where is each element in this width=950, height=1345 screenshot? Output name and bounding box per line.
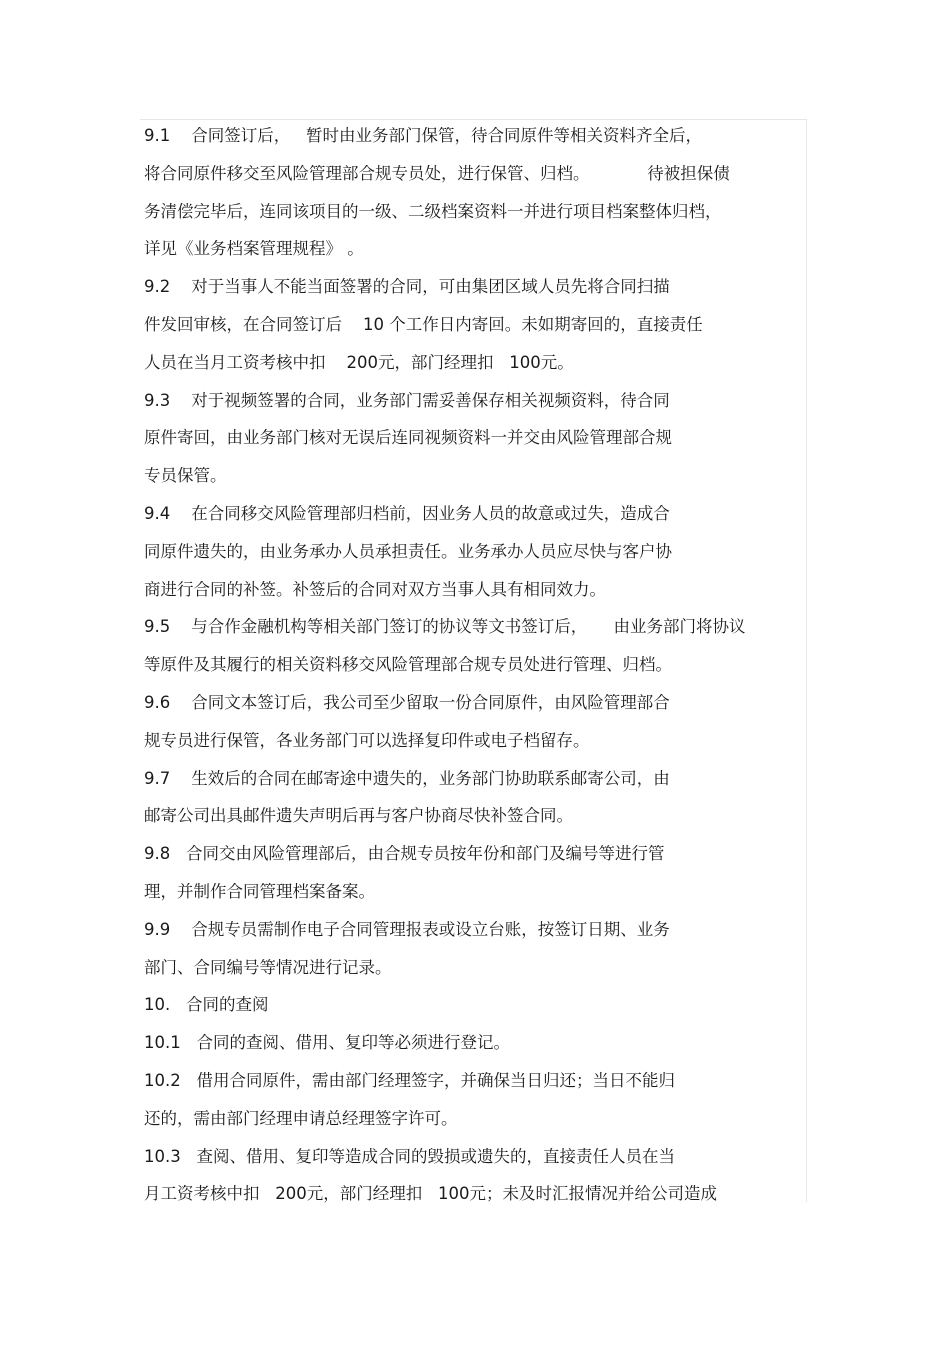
text-line: 邮寄公司出具邮件遗失声明后再与客户协商尽快补签合同。: [144, 806, 573, 826]
text-line: 还的，需由部门经理申请总经理签字许可。: [144, 1108, 458, 1128]
text-line: 10.3 查阅、借用、复印等造成合同的毁损或遗失的，直接责任人员在当: [144, 1146, 675, 1166]
text-line: 原件寄回，由业务部门核对无误后连同视频资料一并交由风险管理部合规: [144, 428, 672, 448]
text-line: 规专员进行保管，各业务部门可以选择复印件或电子档留存。: [144, 730, 590, 750]
text-line: 等原件及其履行的相关资料移交风险管理部合规专员处进行管理、归档。: [144, 655, 672, 675]
section-heading: 10. 合同的查阅: [144, 995, 269, 1015]
text-line: 将合同原件移交至风险管理部合规专员处，进行保管、归档。 待被担保债: [144, 163, 730, 183]
text-line: 9.3 对于视频签署的合同，业务部门需妥善保存相关视频资料，待合同: [144, 390, 670, 410]
text-line: 件发回审核，在合同签订后 10 个工作日内寄回。未如期寄回的，直接责任: [144, 314, 703, 334]
text-line: 专员保管。: [144, 466, 227, 486]
text-line: 9.4 在合同移交风险管理部归档前，因业务人员的故意或过失，造成合: [144, 503, 670, 523]
text-line: 理，并制作合同管理档案备案。: [144, 881, 375, 901]
text-line: 9.1 合同签订后， 暂时由业务部门保管，待合同原件等相关资料齐全后，: [144, 126, 702, 145]
text-line: 9.8 合同交由风险管理部后，由合规专员按年份和部门及编号等进行管: [144, 844, 665, 864]
text-line: 9.2 对于当事人不能当面签署的合同，可由集团区域人员先将合同扫描: [144, 277, 670, 297]
text-line: 务清偿完毕后，连同该项目的一级、二级档案资料一并进行项目档案整体归档，: [144, 201, 722, 221]
text-line: 10.1 合同的查阅、借用、复印等必须进行登记。: [144, 1033, 510, 1053]
text-line: 9.9 合规专员需制作电子合同管理报表或设立台账，按签订日期、业务: [144, 919, 670, 939]
text-line: 同原件遗失的，由业务承办人员承担责任。业务承办人员应尽快与客户协: [144, 541, 672, 561]
text-line: 月工资考核中扣 200元，部门经理扣 100元；未及时汇报情况并给公司造成: [144, 1184, 717, 1204]
text-line: 详见《业务档案管理规程》 。: [144, 239, 364, 259]
text-line: 部门、合同编号等情况进行记录。: [144, 957, 392, 977]
text-line: 9.6 合同文本签订后，我公司至少留取一份合同原件，由风险管理部合: [144, 692, 670, 712]
text-line: 10.2 借用合同原件，需由部门经理签字，并确保当日归还；当日不能归: [144, 1070, 675, 1090]
document-body: [144, 117, 804, 1213]
text-line: 人员在当月工资考核中扣 200元，部门经理扣 100元。: [144, 352, 574, 372]
text-line: 9.7 生效后的合同在邮寄途中遗失的，业务部门协助联系邮寄公司，由: [144, 768, 670, 788]
text-line: 9.5 与合作金融机构等相关部门签订的协议等文书签订后， 由业务部门将协议: [144, 617, 746, 637]
text-line: 商进行合同的补签。补签后的合同对双方当事人具有相同效力。: [144, 579, 606, 599]
